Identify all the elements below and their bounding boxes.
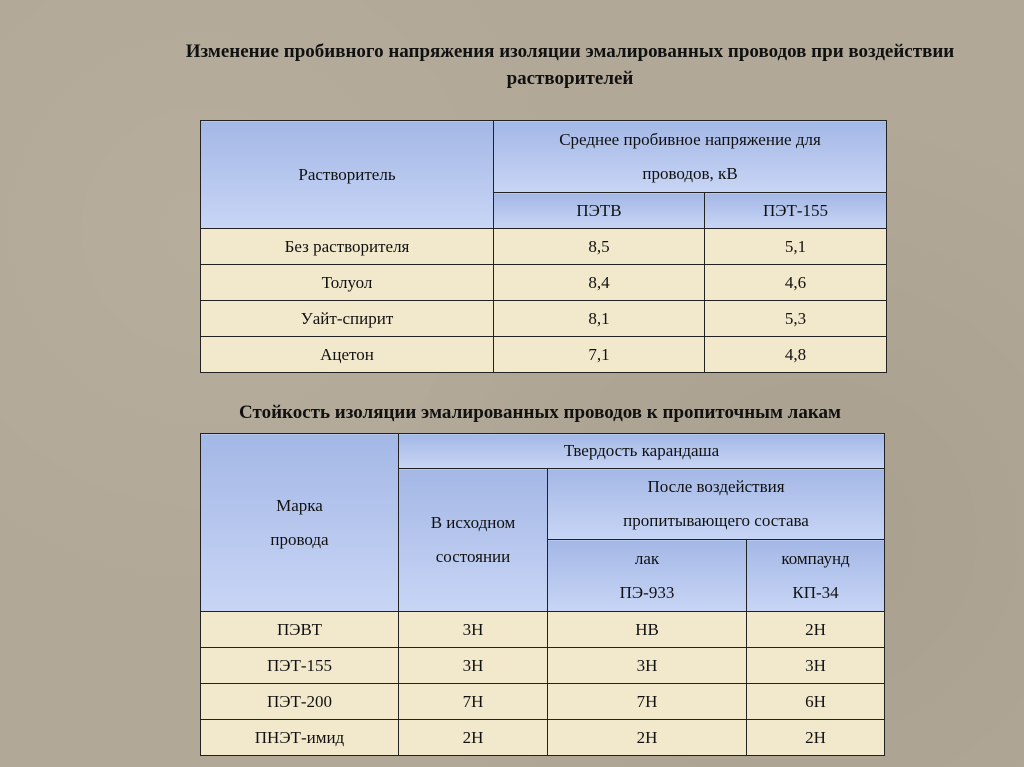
lac-header-line2: ПЭ-933: [619, 582, 675, 602]
table-row: [201, 337, 887, 373]
breakdown-voltage-table: [200, 120, 887, 373]
wire-brand: ПНЭТ-имид: [201, 720, 399, 756]
voltage-value: 8,4: [494, 265, 705, 301]
voltage-value: 4,8: [705, 337, 887, 373]
table-row: [201, 229, 887, 265]
solvent-name: Ацетон: [201, 337, 494, 373]
hardness-value: НВ: [548, 612, 747, 648]
table-row: [201, 265, 887, 301]
solvent-name: Уайт-спирит: [201, 301, 494, 337]
table-row: [201, 720, 885, 756]
hardness-value: 2Н: [399, 720, 548, 756]
hardness-value: 3Н: [399, 648, 548, 684]
after-header-line2: пропитывающего состава: [623, 511, 809, 530]
varnish-resistance-table: [200, 433, 885, 756]
brand-header: [201, 434, 399, 612]
voltage-value: 5,1: [705, 229, 887, 265]
table-row: [201, 612, 885, 648]
table-row: [201, 301, 887, 337]
after-header-line1: После воздействия: [647, 477, 785, 496]
voltage-value: 8,1: [494, 301, 705, 337]
solvent-header: Растворитель: [201, 121, 494, 229]
lac-header: [548, 540, 747, 612]
table-row: [201, 648, 885, 684]
initial-state-header: [399, 469, 548, 612]
wire-brand: ПЭТ-155: [201, 648, 399, 684]
wire-brand: ПЭТ-200: [201, 684, 399, 720]
hardness-value: 7Н: [399, 684, 548, 720]
table2-title: Стойкость изоляции эмалированных проводов к пропиточным лакам: [239, 402, 841, 423]
solvent-name: Толуол: [201, 265, 494, 301]
voltage-value: 4,6: [705, 265, 887, 301]
compound-header-line2: КП-34: [792, 582, 839, 602]
compound-header-line1: компаунд: [781, 548, 850, 568]
solvent-name: Без растворителя: [201, 229, 494, 265]
voltage-header-line2: проводов, кВ: [642, 163, 738, 183]
hardness-value: 2Н: [747, 612, 885, 648]
hardness-value: 6Н: [747, 684, 885, 720]
voltage-header-line1: Среднее пробивное напряжение для: [559, 129, 821, 149]
wire-brand: ПЭВТ: [201, 612, 399, 648]
hardness-value: 2Н: [548, 720, 747, 756]
hardness-header: Твердость карандаша: [399, 434, 885, 469]
hardness-value: 7Н: [548, 684, 747, 720]
lac-header-line1: лак: [634, 548, 660, 568]
initial-header-line2: состоянии: [435, 547, 511, 566]
hardness-value: 3Н: [399, 612, 548, 648]
col-petv-header: ПЭТВ: [494, 193, 705, 229]
voltage-value: 8,5: [494, 229, 705, 265]
after-exposure-header: [548, 469, 885, 540]
hardness-value: 2Н: [747, 720, 885, 756]
initial-header-line1: В исходном: [430, 513, 516, 532]
voltage-value: 5,3: [705, 301, 887, 337]
table1-title: Изменение пробивного напряжения изоляции эмалированных проводов при воздействии растворителей: [185, 41, 955, 89]
hardness-value: 3Н: [548, 648, 747, 684]
voltage-header: [494, 121, 887, 193]
brand-header-line1: Марка: [276, 495, 323, 515]
brand-header-line2: провода: [270, 529, 329, 549]
voltage-value: 7,1: [494, 337, 705, 373]
table-row: [201, 684, 885, 720]
col-pet155-header: ПЭТ-155: [705, 193, 887, 229]
hardness-value: 3Н: [747, 648, 885, 684]
compound-header: [747, 540, 885, 612]
